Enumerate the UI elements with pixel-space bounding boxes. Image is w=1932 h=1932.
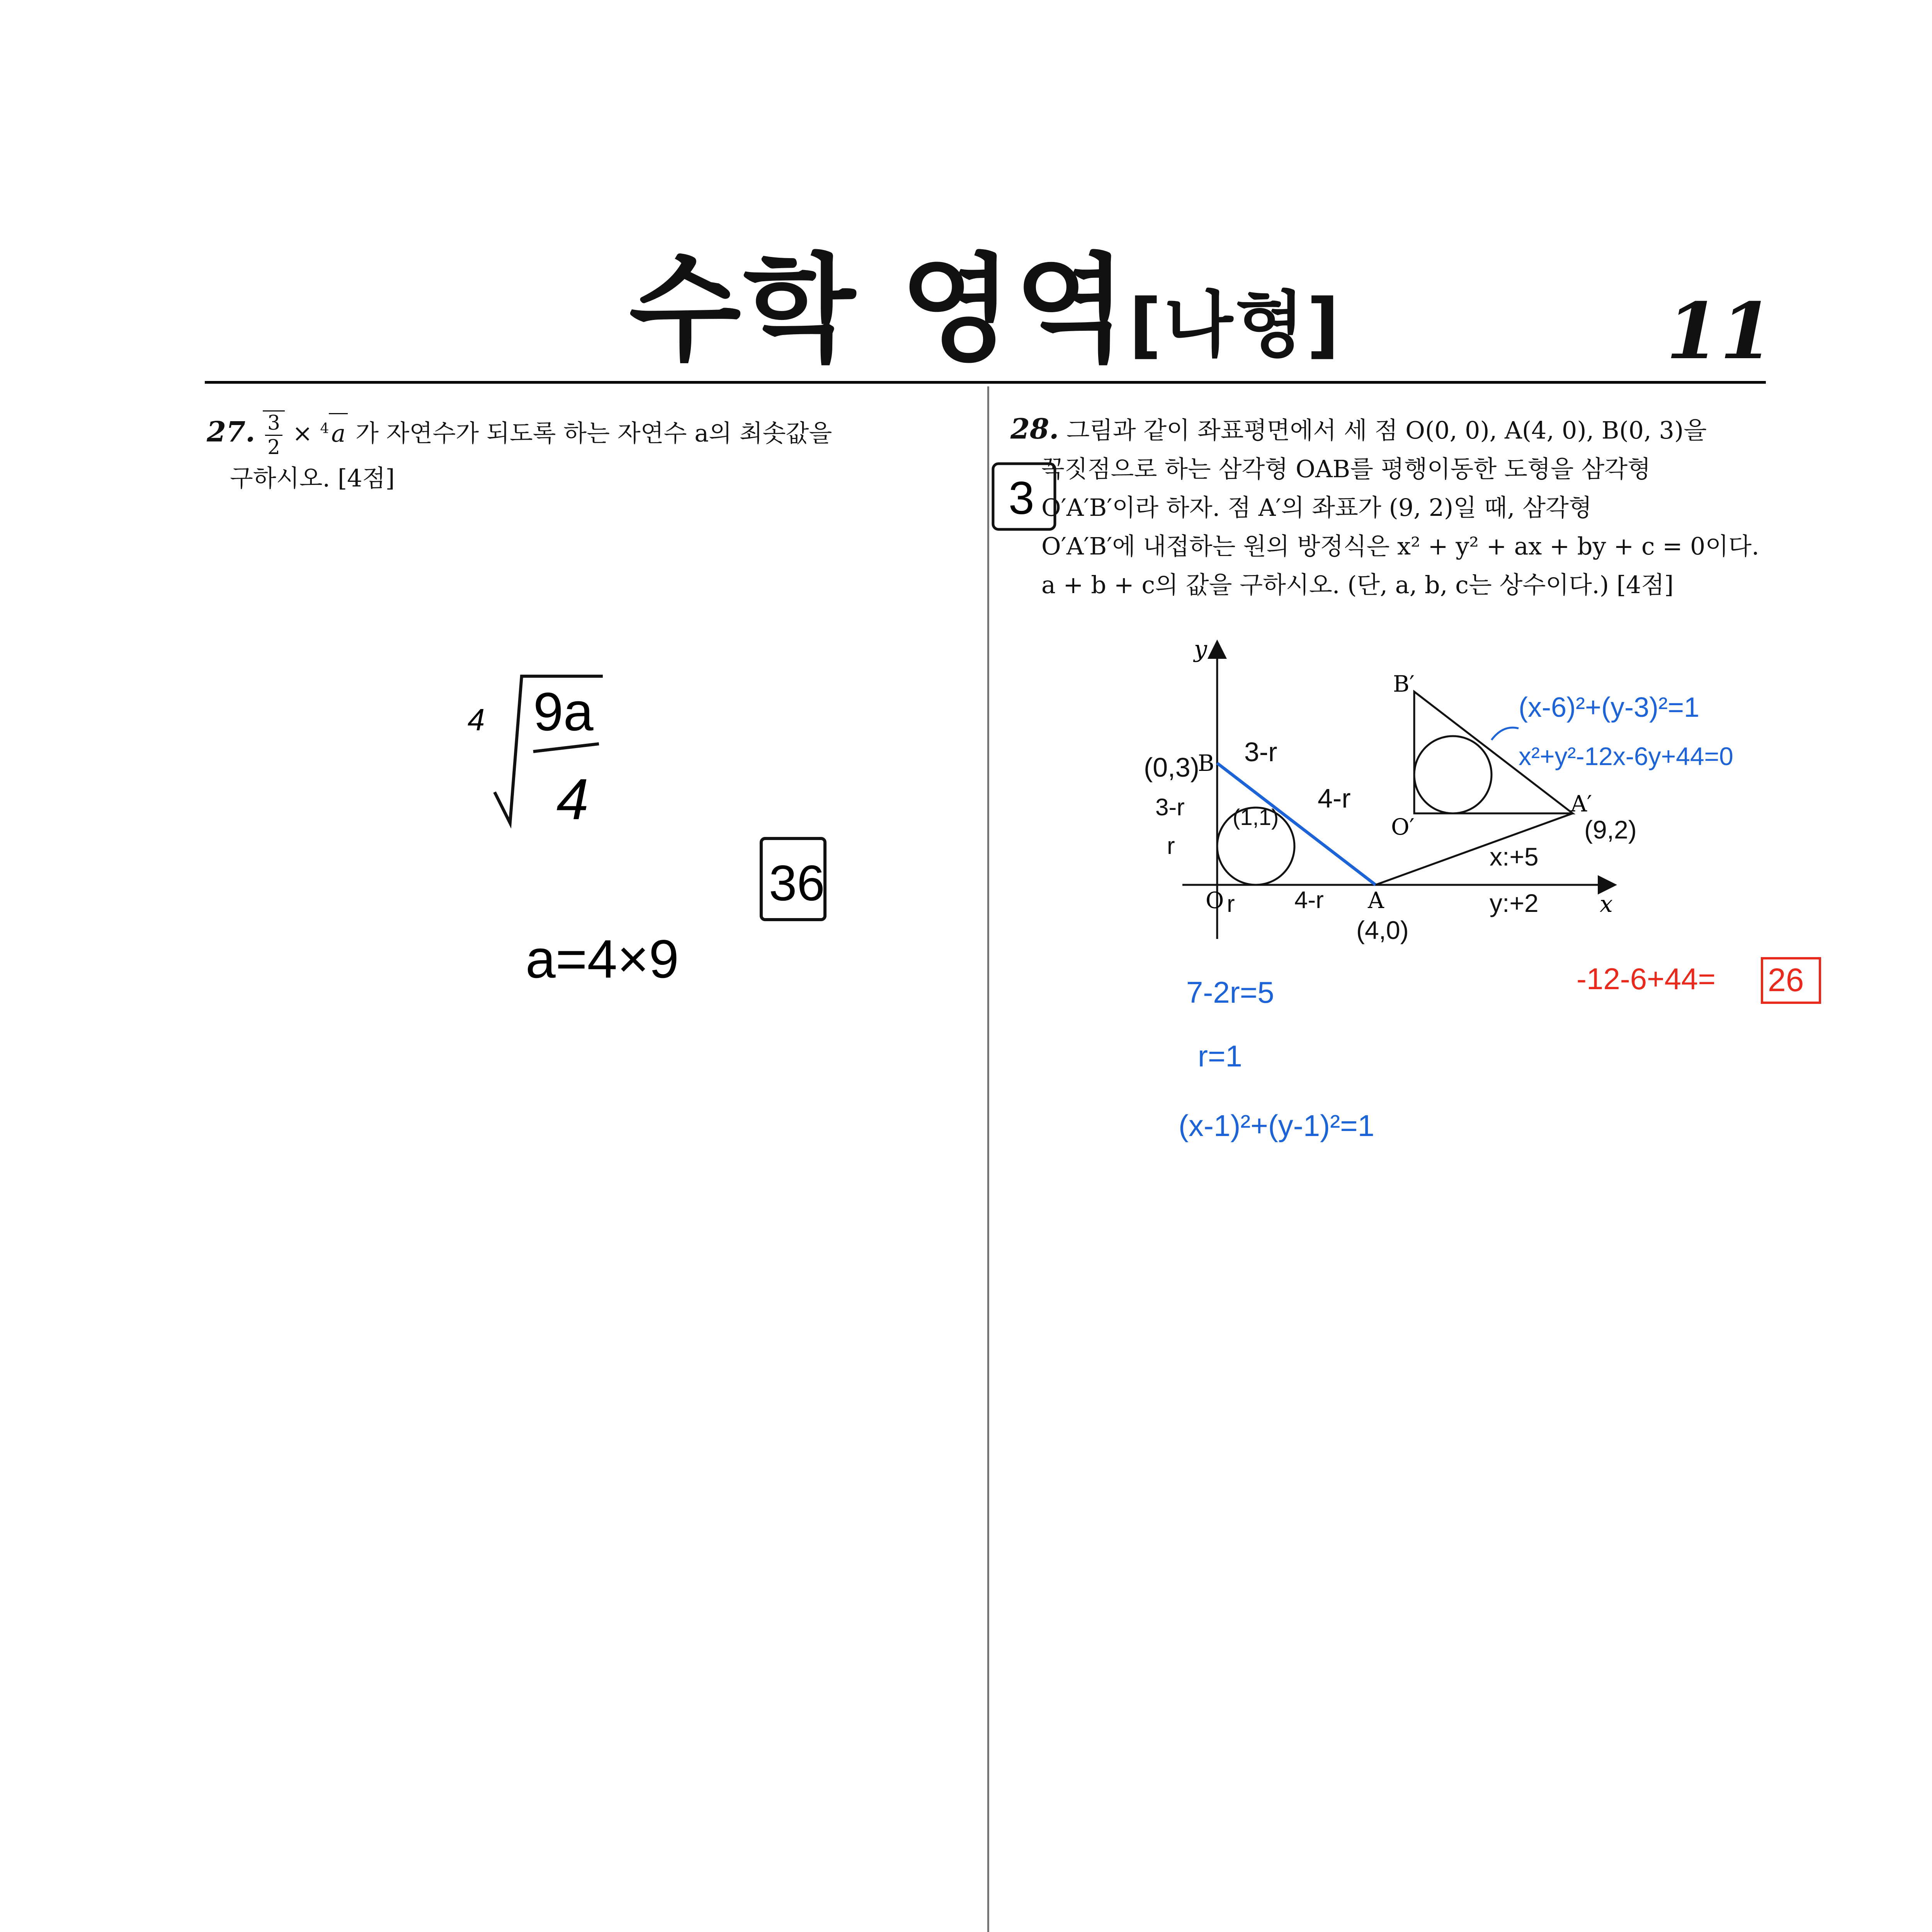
hand-red-work [1577, 958, 1820, 1003]
hand-root-index: 4 [468, 702, 485, 737]
incircle-O2A2B2 [1414, 736, 1492, 813]
hand-frac-num: 9a [533, 681, 594, 742]
question-number: 27. [207, 415, 255, 448]
hand-work2: r=1 [1198, 1039, 1242, 1073]
x-axis-label: x [1600, 891, 1613, 918]
hand-arrow [1492, 728, 1519, 740]
hand-frac-den: 4 [556, 767, 589, 832]
question-number: 28. [1010, 412, 1059, 445]
frac-numerator: 3 [265, 412, 282, 436]
q27-handwriting [444, 638, 889, 1024]
hand-s1: 3-r [1244, 737, 1277, 767]
column-divider [987, 386, 989, 1932]
hand-work1: 7-2r=5 [1186, 975, 1274, 1009]
question-text-line2: 구하시오. [4점] [230, 464, 395, 493]
root-index: 4 [320, 421, 329, 437]
label-B2: B′ [1393, 671, 1415, 697]
q28-line-3: O′A′B′에 내접하는 원의 방정식은 x² + y² + ax + by + c = 0이다. [1041, 532, 1759, 560]
hand-eq1: (x-6)²+(y-3)²=1 [1519, 692, 1700, 723]
q28-figure [1121, 634, 1835, 1175]
hand-pt-A2: (9,2) [1584, 815, 1637, 844]
label-O: O [1206, 887, 1224, 913]
root-var: a [329, 413, 348, 453]
label-A2: A′ [1571, 791, 1592, 817]
q28-line-0: 그림과 같이 좌표평면에서 세 점 O(0, 0), A(4, 0), B(0, 3)을 [1066, 416, 1707, 444]
sqrt-fraction [263, 410, 285, 459]
hand-expression: a=4×9 [526, 929, 679, 989]
question-28 [1010, 410, 1779, 604]
question-27 [207, 410, 960, 498]
hand-sum: -12-6+44= [1577, 962, 1716, 996]
hand-answer: 36 [769, 855, 825, 911]
hand-eq2: x²+y²-12x-6y+44=0 [1519, 742, 1733, 770]
q28-line-1: 꼭짓점으로 하는 삼각형 OAB를 평행이동한 도형을 삼각형 [1041, 455, 1651, 483]
hand-answer: 26 [1768, 962, 1804, 998]
frac-denominator: 2 [267, 436, 281, 459]
hand-r1: r [1167, 833, 1175, 859]
q28-line-4: a + b + c의 값을 구하시오. (단, a, b, c는 상수이다.) [4점] [1041, 571, 1674, 599]
times-sign: × [292, 419, 313, 447]
hand-s4: 4-r [1294, 887, 1324, 913]
hand-center: (1,1) [1233, 805, 1279, 830]
hand-work3: (x-1)²+(y-1)²=1 [1179, 1109, 1375, 1143]
page-title [0, 216, 1932, 383]
hand-pt-A: (4,0) [1356, 916, 1409, 944]
label-O2: O′ [1391, 814, 1415, 840]
q28-line-2: O′A′B′이라 하자. 점 A′의 좌표가 (9, 2)일 때, 삼각형 [1041, 493, 1592, 522]
title-main: 수학 영역 [629, 242, 1129, 377]
label-B: B [1198, 750, 1214, 776]
hand-s2: 3-r [1155, 794, 1185, 821]
hand-shift-x: x:+5 [1490, 842, 1539, 871]
hand-shift-y: y:+2 [1490, 889, 1539, 917]
hand-s3: 4-r [1318, 783, 1351, 813]
question-text-line1: 가 자연수가 되도록 하는 자연수 a의 최솟값을 [355, 419, 832, 447]
page-number: 11 [1666, 286, 1774, 377]
hand-note-text: 3 [1009, 472, 1034, 524]
title-sub: [나형] [1129, 283, 1342, 367]
hand-r2: r [1227, 891, 1235, 917]
hand-pt-B: (0,3) [1144, 752, 1199, 782]
label-A: A [1368, 887, 1384, 913]
q28-hand-note [989, 456, 1066, 541]
y-axis-label: y [1194, 636, 1207, 663]
header-rule [205, 381, 1766, 384]
hand-frac-bar [533, 744, 599, 752]
